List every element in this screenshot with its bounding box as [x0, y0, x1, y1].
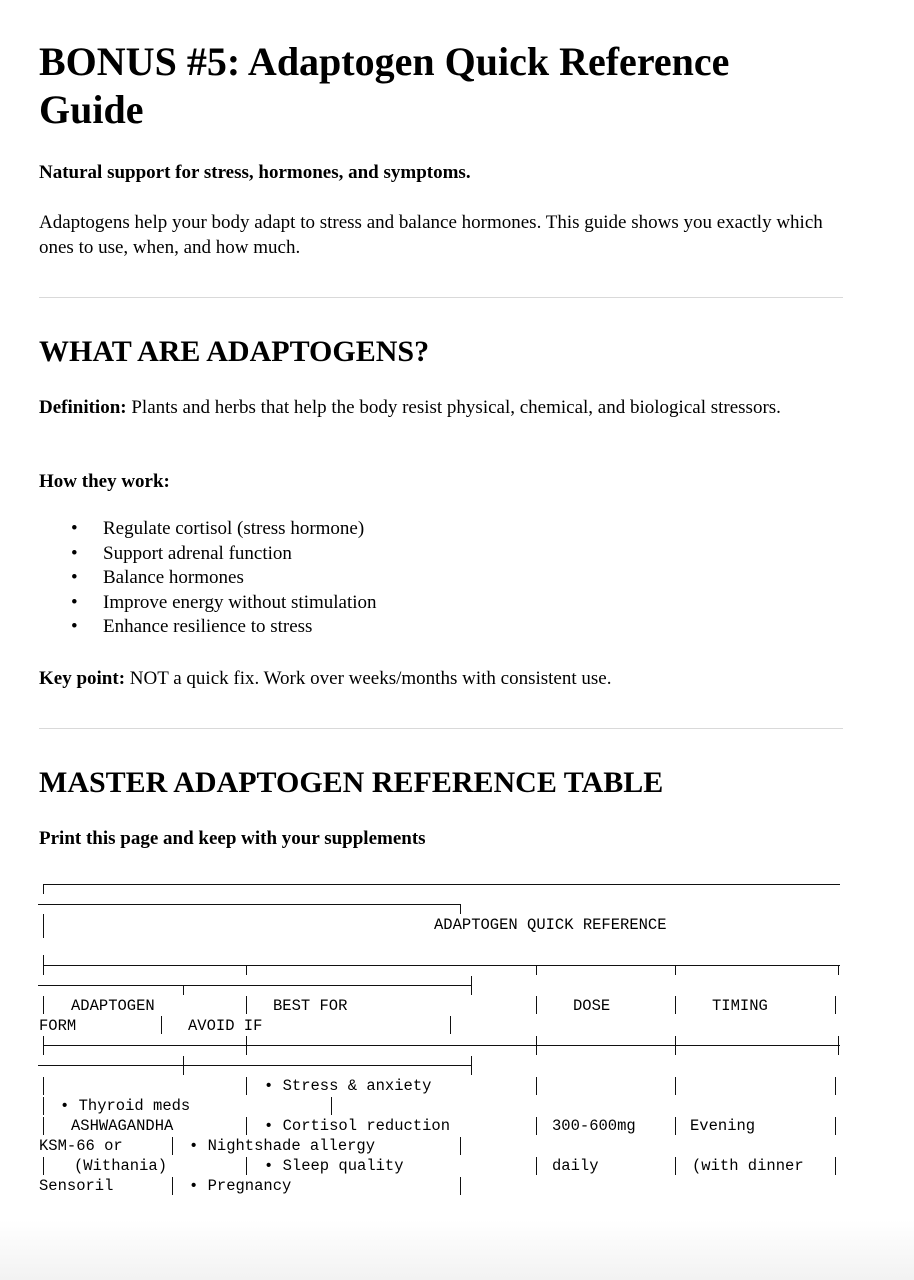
avoid-if-item: • Thyroid meds	[60, 1097, 191, 1115]
key-point-label: Key point:	[39, 668, 126, 689]
table-border-line	[536, 996, 537, 1014]
best-for-item: • Sleep quality	[264, 1157, 404, 1175]
table-border-line	[246, 996, 247, 1014]
page-bottom-fade	[0, 1220, 914, 1280]
table-border-line	[835, 996, 836, 1014]
table-border-line	[460, 904, 461, 914]
how-they-work-label	[39, 469, 829, 494]
bullet-icon: •	[71, 518, 78, 539]
avoid-if-item: • Pregnancy	[189, 1177, 292, 1195]
intro-paragraph: Adaptogens help your body adapt to stress and balance hormones. This guide shows you exactly which ones to use, when, and how much.	[39, 212, 823, 258]
table-border-line	[38, 904, 461, 905]
table-border-line	[471, 1056, 472, 1075]
dose-frequency: daily	[552, 1157, 599, 1175]
dose-value: 300-600mg	[552, 1117, 636, 1135]
divider	[39, 297, 843, 298]
table-border-line	[43, 996, 44, 1014]
list-item: • Enhance resilience to stress	[39, 615, 377, 640]
table-border-line	[675, 1036, 676, 1055]
table-title: ADAPTOGEN QUICK REFERENCE	[434, 916, 667, 934]
table-border-line	[43, 914, 44, 938]
table-subheading: Print this page and keep with your supplements	[39, 828, 426, 849]
page-subtitle: Natural support for stress, hormones, and symptoms.	[39, 162, 471, 183]
list-item: • Improve energy without stimulation	[39, 591, 377, 616]
header-adaptogen: ADAPTOGEN	[71, 997, 155, 1015]
form-value: Sensoril	[39, 1177, 114, 1195]
avoid-if-item: • Nightshade allergy	[189, 1137, 376, 1155]
timing-note: (with dinner	[692, 1157, 804, 1175]
table-border-line	[246, 965, 247, 975]
form-value: KSM-66 or	[39, 1137, 123, 1155]
adaptogen-latin-name: (Withania)	[74, 1157, 168, 1175]
table-border-line	[43, 965, 840, 966]
how-label: How they work:	[39, 471, 170, 492]
table-border-line	[183, 1056, 184, 1075]
table-border-line	[536, 1036, 537, 1055]
header-avoid-if: AVOID IF	[188, 1017, 263, 1035]
best-for-item: • Stress & anxiety	[264, 1077, 432, 1095]
bullet-icon: •	[71, 616, 78, 637]
table-border-line	[838, 965, 839, 975]
bullet-icon: •	[71, 567, 78, 588]
table-border-line	[43, 1045, 840, 1046]
table-border-line	[161, 1016, 162, 1034]
timing-value: Evening	[690, 1117, 756, 1135]
table-border-line	[38, 985, 471, 986]
header-best-for: BEST FOR	[273, 997, 348, 1015]
table-border-line	[183, 985, 184, 995]
key-point-text: NOT a quick fix. Work over weeks/months with consistent use.	[125, 668, 612, 689]
table-border-line	[838, 1036, 839, 1055]
table-border-line	[675, 996, 676, 1014]
section-heading-what-are-adaptogens: WHAT ARE ADAPTOGENS?	[39, 335, 430, 368]
how-they-work-list	[39, 517, 377, 640]
list-item: • Support adrenal function	[39, 542, 377, 567]
section-heading-master-table: MASTER ADAPTOGEN REFERENCE TABLE	[39, 766, 664, 799]
divider	[39, 728, 843, 729]
table-border-line	[43, 1036, 44, 1055]
table-border-line	[38, 1065, 471, 1066]
key-point-paragraph	[39, 666, 829, 691]
definition-label: Definition:	[39, 397, 127, 418]
table-border-line	[536, 965, 537, 975]
bullet-icon: •	[71, 542, 78, 564]
list-item: • Regulate cortisol (stress hormone)	[39, 517, 377, 542]
header-dose: DOSE	[573, 997, 611, 1015]
table-border-line	[675, 965, 676, 975]
header-form: FORM	[39, 1017, 77, 1035]
bullet-icon: •	[71, 591, 78, 613]
table-border-line	[471, 976, 472, 995]
table-border-line	[450, 1016, 451, 1034]
definition-paragraph	[39, 395, 829, 420]
table-border-line	[246, 1036, 247, 1055]
table-border-line	[43, 884, 44, 894]
adaptogen-name: ASHWAGANDHA	[71, 1117, 174, 1135]
header-timing: TIMING	[712, 997, 768, 1015]
best-for-item: • Cortisol reduction	[264, 1117, 451, 1135]
page-title: BONUS #5: Adaptogen Quick Reference Guide	[39, 39, 730, 132]
table-border-line	[43, 884, 840, 885]
list-item: • Balance hormones	[39, 566, 377, 591]
definition-text: Plants and herbs that help the body resist physical, chemical, and biological stressors.	[126, 397, 781, 418]
